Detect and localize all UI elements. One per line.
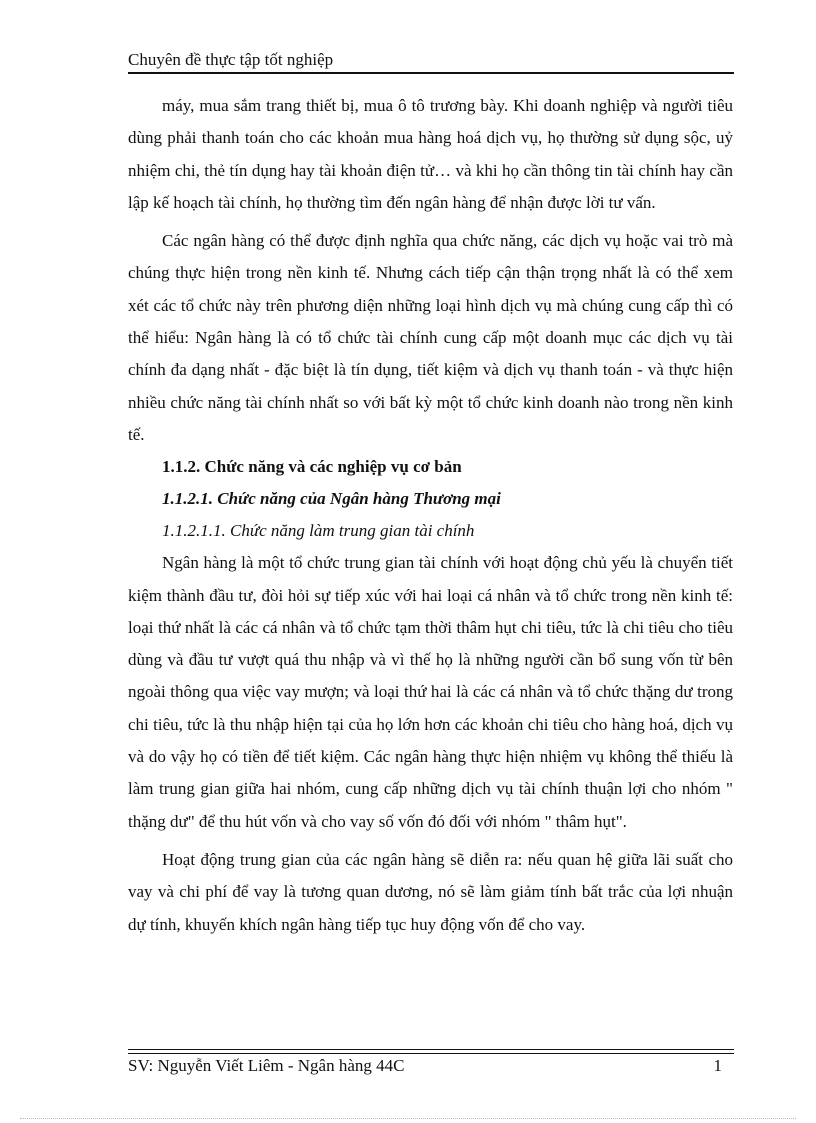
subsection-heading: 1.1.2.1. Chức năng của Ngân hàng Thương mại — [162, 489, 501, 509]
paragraph: máy, mua sắm trang thiết bị, mua ô tô trương bày. Khi doanh nghiệp và người tiêu dùng phải thanh toán cho các khoản mua hàng hoá dịch vụ, họ thường sử dụng sộc, uỷ nhiệm chi, thẻ tín dụng hay tài khoản điện tử… và khi họ cần thông tin tài chính hay cần lập kế hoạch tài chính, họ thường tìm đến ngân hàng để nhận được lời tư vấn. — [128, 96, 733, 212]
page-number: 1 — [713, 1056, 722, 1075]
footer-author: SV: Nguyễn Viết Liêm - Ngân hàng 44C — [128, 1056, 405, 1075]
page-header: Chuyên đề thực tập tốt nghiệp — [128, 50, 334, 69]
paragraph: Hoạt động trung gian của các ngân hàng sẽ diễn ra: nếu quan hệ giữa lãi suất cho vay và chi phí để vay là tương quan dương, nó sẽ làm giảm tính bất trắc của lợi nhuận dự tính, khuyến khích ngân hàng tiếp tục huy động vốn để cho vay. — [128, 849, 733, 934]
paragraph: Ngân hàng là một tổ chức trung gian tài chính với hoạt động chủ yếu là chuyển tiết kiệm thành đầu tư, đòi hỏi sự tiếp xúc với hai loại cá nhân và tổ chức trong nền kinh tế: loại thứ nhất là các cá nhân và tổ chức tạm thời thâm hụt chi tiêu, tức là chi tiêu cho tiêu dùng và đầu tư vượt quá thu nhập và vì thế họ là những người cần bổ sung vốn từ bên ngoài thông qua việc vay mượn; và loại thứ hai là các cá nhân và tổ chức thặng dư trong chi tiêu, tức là thu nhập hiện tại của họ lớn hơn các khoản chi tiêu cho hàng hoá, dịch vụ và do vậy họ có tiền để tiết kiệm. Các ngân hàng thực hiện nhiệm vụ không thể thiếu là làm trung gian giữa hai nhóm, cung cấp những dịch vụ tài chính thuận lợi cho nhóm " thặng dư" để thu hút vốn và cho vay số vốn đó đối với nhóm " thâm hụt". — [128, 553, 733, 831]
document-body — [128, 90, 733, 941]
page-footer — [128, 1056, 734, 1076]
header-rule — [128, 72, 734, 74]
section-heading: 1.1.2. Chức năng và các nghiệp vụ cơ bản — [162, 457, 462, 477]
page-edge — [20, 1118, 796, 1119]
footer-rule — [128, 1049, 734, 1054]
subsubsection-heading: 1.1.2.1.1. Chức năng làm trung gian tài chính — [162, 521, 475, 541]
paragraph: Các ngân hàng có thể được định nghĩa qua chức năng, các dịch vụ hoặc vai trò mà chúng thực hiện trong nền kinh tế. Nhưng cách tiếp cận thận trọng nhất là có thể xem xét các tổ chức này trên phương diện những loại hình dịch vụ mà chúng cung cấp thì có thể hiểu: Ngân hàng là có tổ chức tài chính cung cấp một doanh mục các dịch vụ tài chính đa dạng nhất - đặc biệt là tín dụng, tiết kiệm và dịch vụ thanh toán - và thực hiện nhiều chức năng tài chính nhất so với bất kỳ một tổ chức kinh doanh nào trong nền kinh tế. — [128, 231, 733, 444]
